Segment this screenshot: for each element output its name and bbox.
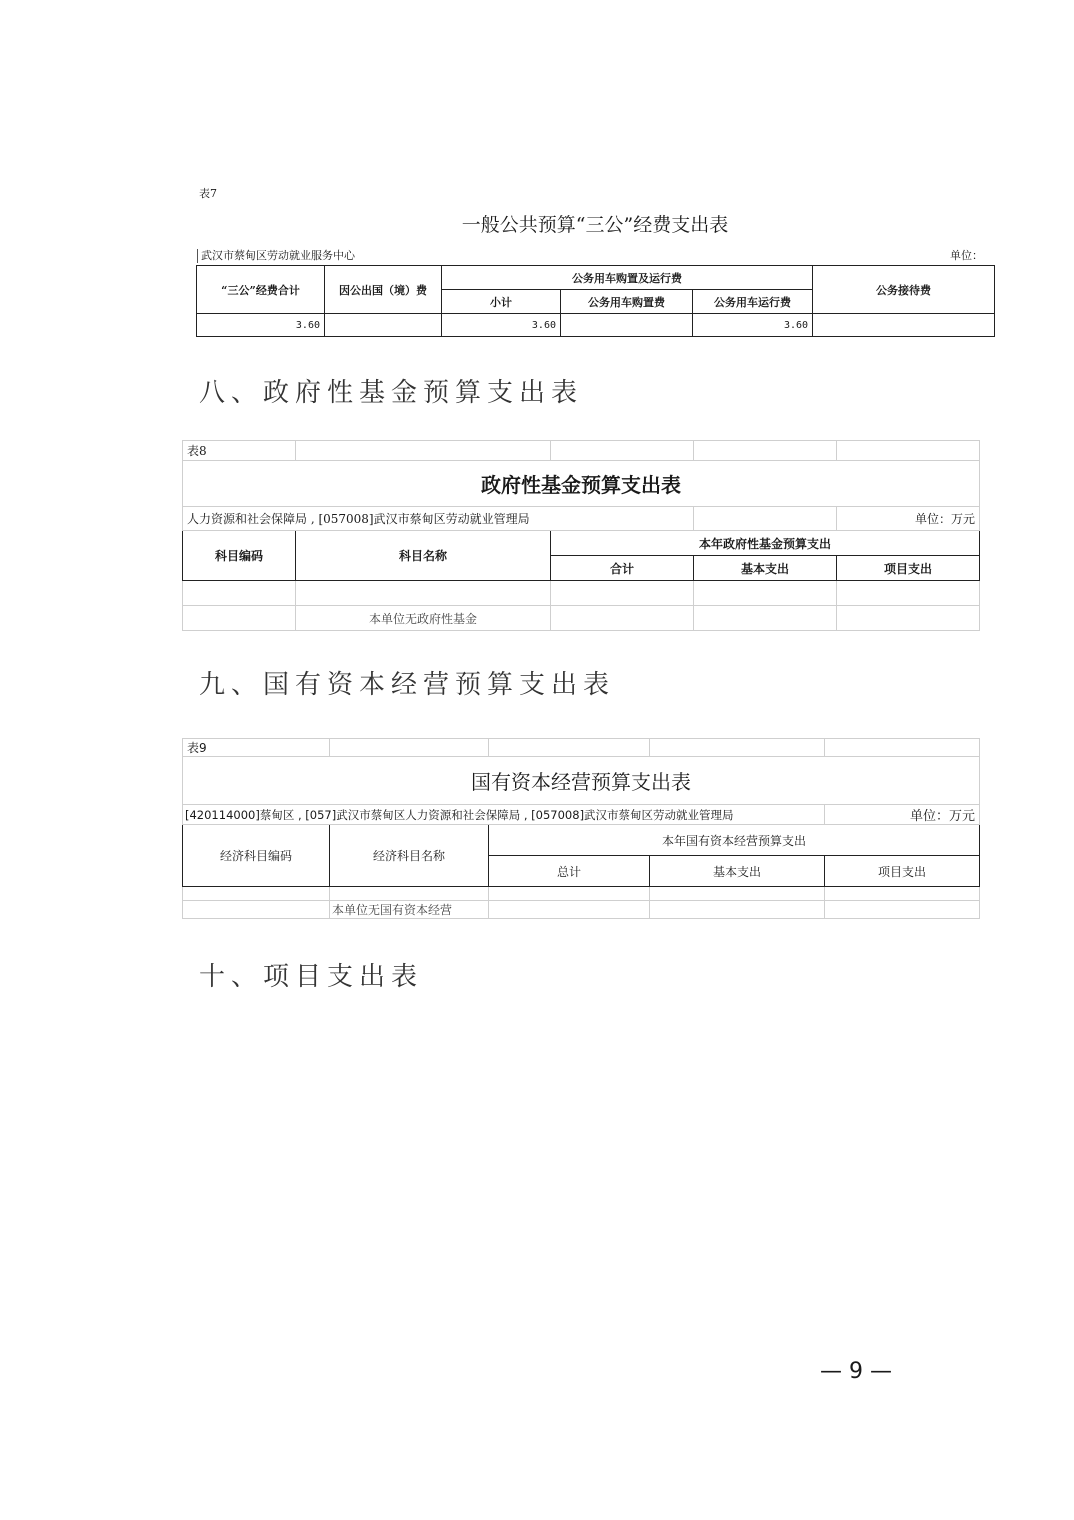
government-fund-table (182, 440, 980, 631)
header-name: 科目名称 (296, 531, 551, 581)
header-reception: 公务接待费 (813, 266, 995, 314)
table9-unit: 单位：万元 (825, 805, 980, 825)
header-abroad: 因公出国（境）费 (325, 266, 442, 314)
table8-note: 本单位无政府性基金 (296, 606, 551, 631)
table8-title: 政府性基金预算支出表 (183, 461, 980, 507)
value-abroad (325, 314, 442, 337)
header-total: “三公”经费合计 (197, 266, 325, 314)
header-project: 项目支出 (837, 556, 980, 581)
value-total: 3.60 (197, 314, 325, 337)
header-group: 本年政府性基金预算支出 (551, 531, 980, 556)
header-code: 经济科目编码 (183, 825, 330, 887)
table7-unit: 单位： (950, 249, 983, 262)
header-subtotal: 小计 (442, 290, 561, 314)
header-code: 科目编码 (183, 531, 296, 581)
header-total: 总计 (489, 856, 650, 887)
value-operation: 3.60 (693, 314, 813, 337)
table8-unit: 单位：万元 (837, 507, 980, 531)
header-basic: 基本支出 (694, 556, 837, 581)
header-project: 项目支出 (825, 856, 980, 887)
state-capital-table (182, 738, 980, 919)
section-heading-8: 八、政府性基金预算支出表 (199, 378, 584, 408)
section-heading-10: 十、项目支出表 (199, 962, 424, 992)
header-basic: 基本支出 (650, 856, 825, 887)
header-total: 合计 (551, 556, 694, 581)
header-name: 经济科目名称 (330, 825, 489, 887)
value-subtotal: 3.60 (442, 314, 561, 337)
table7-title: 一般公共预算“三公”经费支出表 (461, 214, 729, 236)
table9-org: [420114000]蔡甸区 , [057]武汉市蔡甸区人力资源和社会保障局 , [057008]武汉市蔡甸区劳动就业管理局 (183, 805, 825, 825)
section-heading-9: 九、国有资本经营预算支出表 (199, 670, 616, 700)
three-public-expenses-table (196, 265, 995, 337)
header-vehicle: 公务用车购置及运行费 (442, 266, 813, 290)
value-purchase (561, 314, 693, 337)
header-operation: 公务用车运行费 (693, 290, 813, 314)
table7-org: 武汉市蔡甸区劳动就业服务中心 (197, 249, 355, 263)
header-purchase: 公务用车购置费 (561, 290, 693, 314)
table9-title: 国有资本经营预算支出表 (183, 757, 980, 805)
table8-label: 表8 (183, 441, 296, 461)
header-group: 本年国有资本经营预算支出 (489, 825, 980, 856)
table9-note: 本单位无国有资本经营 (330, 901, 489, 919)
table8-org: 人力资源和社会保障局 , [057008]武汉市蔡甸区劳动就业管理局 (183, 507, 694, 531)
table9-label: 表9 (183, 739, 330, 757)
table7-label: 表7 (199, 187, 217, 200)
value-reception (813, 314, 995, 337)
page-number: — 9 — (820, 1359, 892, 1384)
